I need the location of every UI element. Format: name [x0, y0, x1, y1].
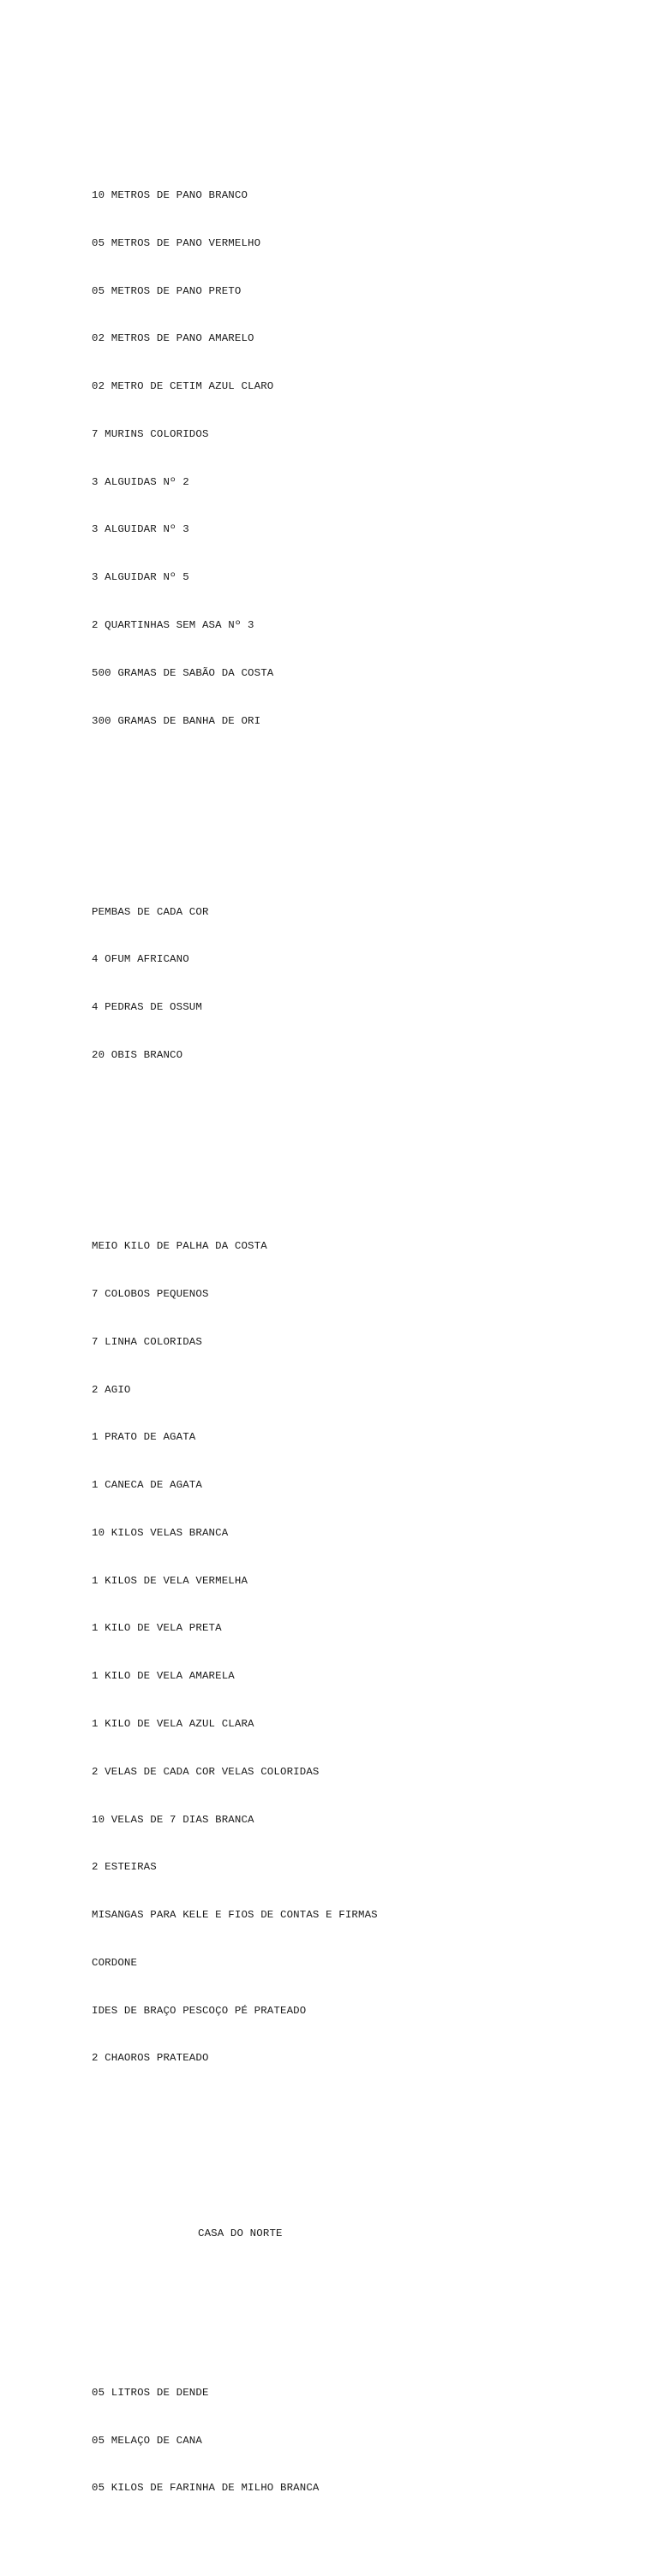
section-heading: CASA DO NORTE [198, 2227, 283, 2239]
list-item: 2 QUARTINHAS SEM ASA Nº 3 [92, 619, 254, 631]
list-item: 7 LINHA COLORIDAS [92, 1335, 202, 1348]
list-item: 7 COLOBOS PEQUENOS [92, 1287, 209, 1300]
list-item: 300 GRAMAS DE BANHA DE ORI [92, 714, 261, 727]
list-section-4 [92, 2353, 378, 2529]
list-section-3 [92, 1207, 378, 2098]
list-item: 7 MURINS COLORIDOS [92, 427, 209, 440]
list-item: 4 OFUM AFRICANO [92, 953, 189, 966]
list-item: 2 CHAOROS PRATEADO [92, 2052, 209, 2065]
list-item: 1 KILOS DE VELA VERMELHA [92, 1574, 248, 1587]
blank-line [92, 2289, 378, 2305]
list-item: 2 AGIO [92, 1383, 131, 1396]
list-item: MISANGAS PARA KELE E FIOS DE CONTAS E FIRMAS [92, 1909, 378, 1922]
list-item: 02 METRO DE CETIM AZUL CLARO [92, 380, 274, 393]
list-item: 1 KILO DE VELA PRETA [92, 1622, 222, 1635]
list-section-2 [92, 873, 378, 1095]
list-item: 05 METROS DE PANO VERMELHO [92, 236, 261, 249]
list-item: PEMBAS DE CADA COR [92, 905, 209, 918]
list-item: 1 KILO DE VELA AZUL CLARA [92, 1717, 254, 1730]
list-item: 1 CANECA DE AGATA [92, 1479, 202, 1492]
list-item: 500 GRAMAS DE SABÃO DA COSTA [92, 666, 274, 679]
list-item: 20 OBIS BRANCO [92, 1049, 183, 1062]
list-item: CORDONE [92, 1956, 138, 1969]
list-item: 1 KILO DE VELA AMARELA [92, 1670, 235, 1683]
list-item: 2 ESTEIRAS [92, 1861, 157, 1874]
list-item: 4 PEDRAS DE OSSUM [92, 1001, 202, 1014]
list-item: 3 ALGUIDAS Nº 2 [92, 475, 189, 488]
blank-line [92, 1143, 378, 1160]
blank-line [92, 808, 378, 825]
list-item: 1 PRATO DE AGATA [92, 1431, 196, 1444]
list-item: 05 LITROS DE DENDE [92, 2386, 209, 2399]
list-item: 3 ALGUIDAR Nº 5 [92, 571, 189, 584]
list-item: 05 METROS DE PANO PRETO [92, 284, 242, 297]
list-item: 05 KILOS DE FARINHA DE MILHO BRANCA [92, 2482, 320, 2495]
blank-line [92, 2146, 378, 2178]
list-section-1 [92, 156, 378, 761]
list-item: 02 METROS DE PANO AMARELO [92, 332, 254, 345]
list-item: 10 KILOS VELAS BRANCA [92, 1526, 229, 1539]
list-item: 10 VELAS DE 7 DIAS BRANCA [92, 1813, 254, 1826]
list-item: 10 METROS DE PANO BRANCO [92, 188, 248, 201]
list-item: 05 MELAÇO DE CANA [92, 2434, 202, 2447]
list-item: 3 ALGUIDAR Nº 3 [92, 523, 189, 536]
list-item: 2 VELAS DE CADA COR VELAS COLORIDAS [92, 1765, 320, 1778]
shopping-list [92, 108, 378, 2576]
list-item: MEIO KILO DE PALHA DA COSTA [92, 1240, 267, 1253]
list-item: IDES DE BRAÇO PESCOÇO PÉ PRATEADO [92, 2004, 307, 2017]
